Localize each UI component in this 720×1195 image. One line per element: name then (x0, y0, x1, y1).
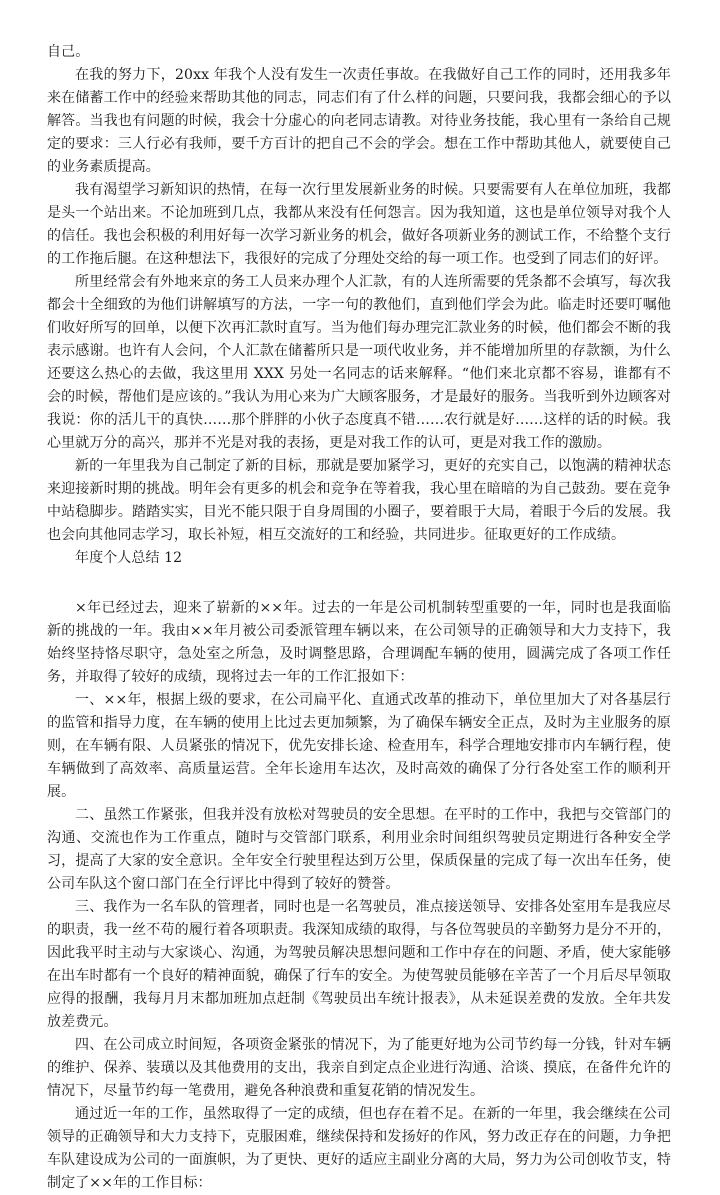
paragraph-new-year-goals: 新的一年里我为自己制定了新的目标，那就是要加紧学习，更好的充实自己，以饱满的精神状态来迎接新时期的挑战。明年会有更多的机会和竞争在等着我，我心里在暗暗的为自己鼓劲。要在竞争中站稳脚步。踏踏实实，目光不能只限于自身周围的小圈子，要着眼于大局，着眼于今后的发展。我也会向其他同志学习，取长补短，相互交流好的工和经验，共同进步。征取更好的工作成绩。 (47, 458, 671, 543)
blank-line (47, 570, 671, 597)
paragraph-learning: 我有渴望学习新知识的热情，在每一次行里发展新业务的时候。只要需要有人在单位加班，我都是头一个站出来。不论加班到几点，我都从来没有任何怨言。因为我知道，这也是单位领导对我个人的信任。我也会积极的利用好每一次学习新业务的机会，做好各项新业务的测试工作，不给整个支行的工作拖后腿。在这种想法下，我很好的完成了分理处交给的每一项工作。也受到了同志们的好评。 (47, 182, 671, 267)
paragraph-intro: ×年已经过去，迎来了崭新的××年。过去的一年是公司机制转型重要的一年，同时也是我面临新的挑战的一年。我由××年月被公司委派管理车辆以来，在公司领导的正确领导和大力支持下，我始终坚持恪尽职守，急处室之所急，及时调整思路，合理调配车辆的使用，圆满完成了各项工作任务，并取得了较好的成绩，现将过去一年的工作汇报如下： (47, 600, 671, 685)
paragraph-remittance: 所里经常会有外地来京的务工人员来办理个人汇款，有的人连所需要的凭条都不会填写，每次我都会十全细致的为他们讲解填写的方法，一字一句的教他们，直到他们学会为此。临走时还要叮嘱他们收好所写的回单，以便下次再汇款时直写。当为他们每办理完汇款业务的时候，他们都会不断的我表示感谢。也许有人会问，个人汇款在储蓄所只是一项代收业务，并不能增加所里的存款额，为什么还要这么热心的去做，我这里用 XXX 另处一名同志的话来解释。“他们来北京都不容易，谁都有不会的时候，帮他们是应该的。”我认为用心来为广大顾客服务，才是最好的服务。当我听到外边顾客对我说：你的活儿干的真快……那个胖胖的小伙子态度真不错……农行就是好……这样的话的时候。我心里就万分的高兴，那并不光是对我的表扬，更是对我工作的认可，更是对我工作的激励。 (47, 274, 671, 451)
paragraph-continuation: 自己。 (47, 44, 90, 60)
paragraph-point-2: 二、虽然工作紧张，但我并没有放松对驾驶员的安全思想。在平时的工作中，我把与交管部门的沟通、交流也作为工作重点，随时与交管部门联系，利用业余时间组织驾驶员定期进行各种安全学习，提高了大家的安全意识。全年安全行驶里程达到万公里，保质保量的完成了每一次出车任务，使公司车队这个窗口部门在全行评比中得到了较好的赞誉。 (47, 807, 671, 892)
paragraph-safety: 在我的努力下，20xx 年我个人没有发生一次责任事故。在我做好自己工作的同时，还用我多年来在储蓄工作中的经验来帮助其他的同志，同志们有了什么样的问题，只要问我，我都会细心的予以解答。当我也有问题的时候，我会十分虚心的向老同志请教。对待业务技能，我心里有一条给自己规定的要求：三人行必有我师，要千方百计的把自己不会的学会。想在工作中帮助其他人，就要使自己的业务素质提高。 (47, 67, 671, 175)
paragraph-conclusion: 通过近一年的工作，虽然取得了一定的成绩，但也存在着不足。在新的一年里，我会继续在公司领导的正确领导和大力支持下，克服困难，继续保持和发扬好的作风，努力改正存在的问题，力争把车队建设成为公司的一面旗帜，为了更快、更好的适应主副业分离的大局，努力为公司创收节支，特制定了××年的工作目标： (47, 1106, 671, 1191)
section-heading: 年度个人总结 12 (75, 550, 183, 566)
paragraph-point-1: 一、××年，根据上级的要求，在公司扁平化、直通式改革的推动下，单位里加大了对各基层行的监管和指导力度，在车辆的使用上比过去更加频繁，为了确保车辆安全正点，及时为主业服务的原则，在车辆有限、人员紧张的情况下，优先安排长途、检查用车，科学合理地安排市内车辆行程，使车辆做到了高效率、高质量运营。全年长途用车达次，及时高效的确保了分行各处室工作的顺利开展。 (47, 692, 671, 800)
paragraph-point-4: 四、在公司成立时间短，各项资金紧张的情况下，为了能更好地为公司节约每一分钱，针对车辆的维护、保养、装璜以及其他费用的支出，我亲自到定点企业进行沟通、洽谈、摸底，在备件允许的情况下，尽量节约每一笔费用，避免各种浪费和重复花销的情况发生。 (47, 1037, 671, 1099)
paragraph-point-3: 三、我作为一名车队的管理者，同时也是一名驾驶员，准点接送领导、安排各处室用车是我应尽的职责，我一丝不苟的履行着各项职责。我深知成绩的取得，与各位驾驶员的辛勤努力是分不开的，因此我平时主动与大家谈心、沟通，为驾驶员解决思想问题和工作中存在的问题、矛盾，使大家能够在出车时都有一个良好的精神面貌，确保了行车的安全。为使驾驶员能够在辛苦了一个月后尽早领取应得的报酬，我每月月末都加班加点赶制《驾驶员出车统计报表》，从未延误差费的发放。全年共发放差费元。 (47, 899, 671, 1030)
